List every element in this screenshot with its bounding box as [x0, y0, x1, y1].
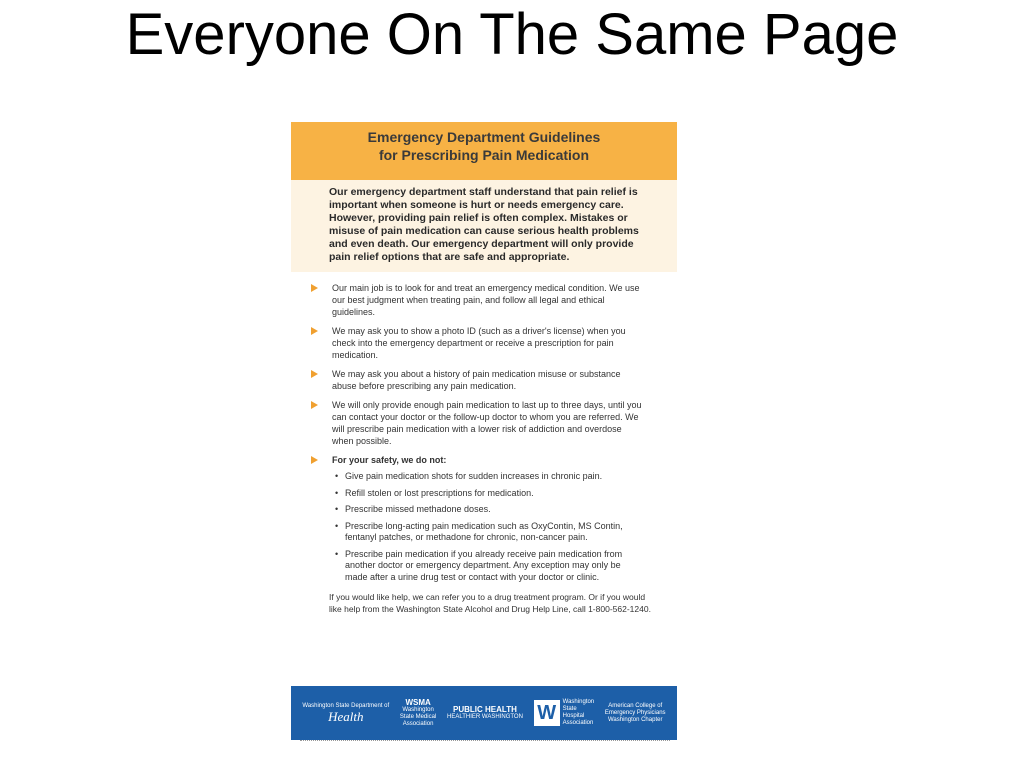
poster-heading-line2: for Prescribing Pain Medication	[378, 147, 590, 163]
safety-heading-point	[311, 454, 645, 466]
poster-header	[291, 122, 677, 180]
poster-body	[291, 272, 677, 583]
guideline-text: We will only provide enough pain medication to last up to three days, until you can contact your doctor or the follow-up doctor to whom you are referred. We will prescribe pain medication with a lower risk of addiction and overdose when possible.	[332, 400, 642, 446]
public-health-line1: PUBLIC HEALTH	[453, 705, 517, 714]
wsma-line3: Association	[402, 721, 434, 727]
wsha-line3: Hospital	[562, 713, 585, 719]
wsha-line4: Association	[562, 720, 594, 726]
public-health-line2: HEALTHIER WASHINGTON	[447, 714, 523, 720]
wsma-logo	[400, 698, 436, 728]
acep-line1: American College of	[608, 702, 663, 709]
public-health-logo	[447, 705, 523, 721]
bullet-dot-icon: •	[335, 520, 339, 531]
safety-item	[335, 488, 645, 500]
guideline-text: Our main job is to look for and treat an emergency medical condition. We use our best judgment when treating pain, and follow all legal and ethical guidelines.	[332, 283, 640, 317]
safety-heading: For your safety, we do not:	[332, 455, 447, 465]
bullet-dot-icon: •	[335, 548, 339, 559]
fine-print-line	[300, 740, 670, 744]
wsha-mark-icon: W	[534, 700, 560, 726]
acep-logo	[605, 703, 666, 724]
triangle-bullet-icon	[311, 401, 318, 409]
guidelines-poster	[291, 122, 677, 740]
help-line-text: If you would like help, we can refer you to a drug treatment program. Or if you would like help from the Washington State Alcohol and Drug Help Line, call 1-800-562-1240.	[329, 592, 651, 614]
guideline-text: We may ask you to show a photo ID (such as a driver's license) when you check into the emergency department or receive a prescription for pain medication.	[332, 326, 626, 360]
doh-logo-small: Washington State Department of	[302, 702, 390, 709]
triangle-bullet-icon	[311, 284, 318, 292]
safety-item-text: Give pain medication shots for sudden increases in chronic pain.	[345, 471, 603, 481]
wsma-line2: State Medical	[399, 714, 437, 720]
safety-item	[335, 504, 645, 516]
guideline-point	[311, 325, 645, 361]
guideline-point	[311, 368, 645, 392]
bullet-dot-icon: •	[335, 471, 339, 481]
guideline-point	[311, 282, 645, 318]
wsha-logo	[534, 699, 594, 727]
triangle-bullet-icon	[311, 456, 318, 464]
acep-line3: Washington Chapter	[607, 716, 663, 723]
slide-title: Everyone On The Same Page	[125, 2, 899, 67]
bullet-dot-icon: •	[335, 504, 339, 514]
safety-item-text: Prescribe long-acting pain medication such as OxyContin, MS Contin, fentanyl patches, or methadone for chronic, non-cancer pain.	[345, 520, 623, 542]
poster-heading-line1: Emergency Department Guidelines	[367, 129, 601, 145]
sponsor-footer	[291, 686, 677, 740]
guideline-text: We may ask you about a history of pain medication misuse or substance abuse before prescribing any pain medication.	[332, 369, 621, 391]
triangle-bullet-icon	[311, 370, 318, 378]
safety-item	[335, 521, 645, 544]
guideline-point	[311, 399, 645, 447]
safety-item	[335, 471, 645, 483]
safety-item-text: Prescribe pain medication if you already receive pain medication from another doctor or emergency department. Any exception may only be made after a urine drug test or contact with your doctor or clinic.	[345, 548, 623, 582]
poster-intro: Our emergency department staff understand that pain relief is important when someone is hurt or needs emergency care. However, providing pain relief is often complex. Mistakes or misuse of pain medication can cause serious health problems and even death. Our emergency department will only provide pain relief options that are safe and appropriate.	[291, 180, 677, 272]
acep-line2: Emergency Physicians	[604, 709, 666, 716]
wsha-line2: State	[562, 706, 577, 712]
triangle-bullet-icon	[311, 327, 318, 335]
safety-item	[335, 549, 645, 584]
wsha-line1: Washington	[562, 699, 595, 705]
wsma-line1: Washington	[402, 707, 434, 713]
safety-item-text: Prescribe missed methadone doses.	[345, 504, 491, 514]
doh-logo	[302, 703, 389, 724]
wsma-tag: WSMA	[405, 698, 431, 707]
safety-item-text: Refill stolen or lost prescriptions for medication.	[345, 487, 534, 498]
doh-logo-big: Health	[328, 708, 364, 724]
bullet-dot-icon: •	[335, 487, 339, 498]
safety-list	[311, 471, 645, 583]
